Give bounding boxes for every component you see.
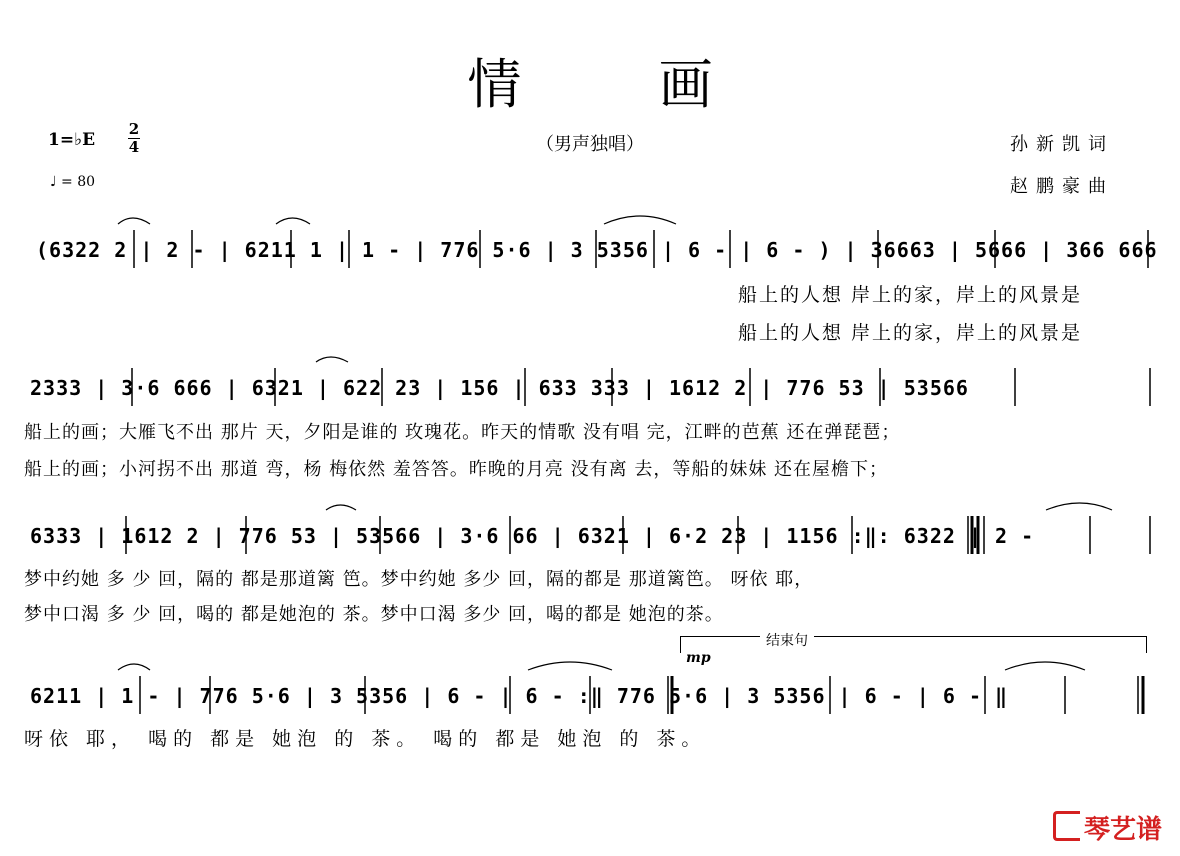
lyricist-credit: 孙新凯词 <box>1010 134 1114 155</box>
key-signature: 1=♭E <box>48 130 96 150</box>
lyrics-row-4-verse-1: 呀依 耶， 喝的 都是 她泡 的 茶。 喝的 都是 她泡 的 茶。 <box>24 728 707 750</box>
page-title: 情 画 <box>467 53 773 116</box>
ending-bracket <box>680 636 1147 653</box>
lyrics-row-1-verse-2: 船上的人想 岸上的家，岸上的风景是 <box>738 322 1083 344</box>
notation-row-3: 6333 | 1612 2 | 776 53 | 53566 | 3·6 66 | 6321 | 6·2 23 | 1156 :‖: 6322 | 2 - <box>30 524 1035 548</box>
time-denominator: 4 <box>128 138 140 156</box>
notation-row-1: (6322 2 | 2 - | 6211 1 | 1 - | 776 5·6 | 3 5356 | 6 - | 6 - ) | 36663 | 5666 | 366 666 <box>36 238 1158 262</box>
composer-credit: 赵鹏豪曲 <box>1010 176 1114 197</box>
notation-row-4: 6211 | 1 - | 776 5·6 | 3 5356 | 6 - | 6 - :‖ 776 5·6 | 3 5356 | 6 - | 6 - ‖ <box>30 684 1009 708</box>
logo-icon <box>1053 811 1080 841</box>
ending-label: 结束句 <box>760 630 814 650</box>
notation-row-2: 2333 | 3·6 666 | 6321 | 622 23 | 156 | 633 333 | 1612 2 | 776 53 | 53566 <box>30 376 969 400</box>
dynamic-marking: mp <box>686 650 711 666</box>
time-numerator: 2 <box>128 120 140 138</box>
lyrics-row-2-verse-2: 船上的画；小河拐不出 那道 弯，杨 梅依然 羞答答。昨晚的月亮 没有离 去，等船的妹妹 还在屋檐下； <box>24 459 889 480</box>
lyrics-row-3-verse-2: 梦中口渴 多 少 回，喝的 都是她泡的 茶。梦中口渴 多少 回，喝的都是 她泡的茶。 <box>24 604 724 625</box>
lyrics-row-3-verse-1: 梦中约她 多 少 回，隔的 都是那道篱 笆。梦中约她 多少 回，隔的都是 那道篱笆。 呀依 耶， <box>24 569 814 590</box>
subtitle: （男声独唱） <box>536 134 644 155</box>
lyrics-row-1-verse-1: 船上的人想 岸上的家，岸上的风景是 <box>738 284 1083 306</box>
lyrics-row-2-verse-1: 船上的画；大雁飞不出 那片 天，夕阳是谁的 玫瑰花。昨天的情歌 没有唱 完，江畔的芭蕉 还在弹琵琶； <box>24 422 901 443</box>
site-logo <box>1053 809 1162 846</box>
tempo-marking: ♩ = 80 <box>50 174 96 190</box>
logo-text: 琴艺谱 <box>1083 815 1162 845</box>
